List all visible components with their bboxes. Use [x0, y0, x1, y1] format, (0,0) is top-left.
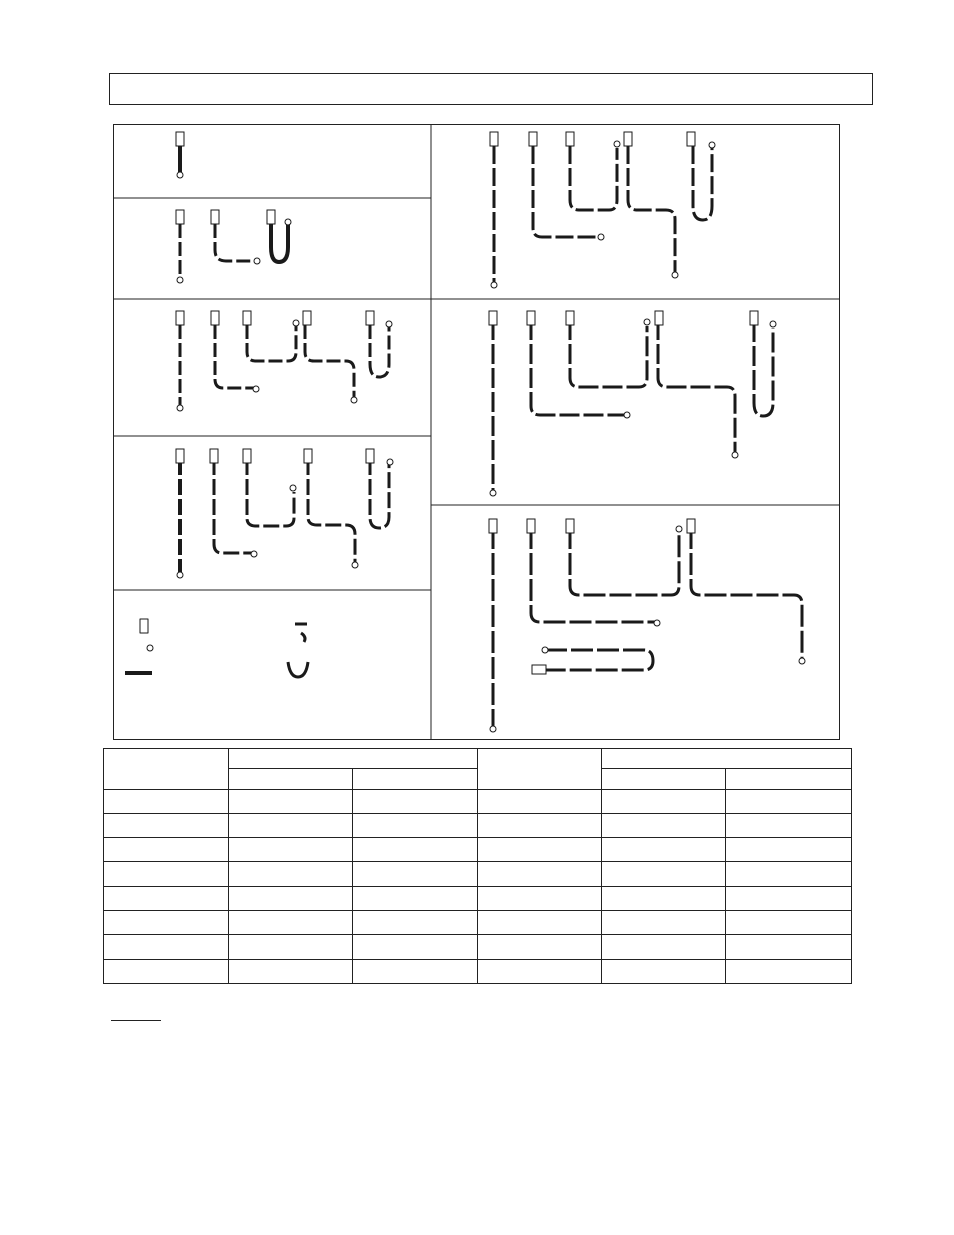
terminal-end-icon	[251, 551, 257, 557]
table-cell	[104, 813, 229, 837]
terminal-block-icon	[566, 132, 574, 146]
terminal-end-icon	[285, 219, 291, 225]
table-header-cell	[229, 749, 478, 769]
terminal-block-icon	[210, 449, 218, 463]
terminal-end-icon	[177, 405, 183, 411]
terminal-end-icon	[290, 485, 296, 491]
terminal-end-icon	[177, 572, 183, 578]
table-header-cell	[726, 769, 852, 789]
table-cell	[726, 838, 852, 862]
terminal-end-icon	[293, 320, 299, 326]
terminal-end-icon	[732, 452, 738, 458]
table-cell	[104, 838, 229, 862]
table-cell	[478, 813, 602, 837]
terminal-block-icon	[243, 449, 251, 463]
terminal-block-icon	[366, 449, 374, 463]
terminal-block-icon	[490, 132, 498, 146]
table-cell	[229, 935, 353, 959]
terminal-block-icon	[529, 132, 537, 146]
terminal-end-icon	[676, 526, 682, 532]
table-cell	[353, 838, 478, 862]
table-cell	[104, 789, 229, 813]
terminal-block-icon	[489, 311, 497, 325]
table-row	[104, 910, 852, 934]
table-cell	[229, 789, 353, 813]
terminal-block-icon	[176, 449, 184, 463]
data-table	[103, 748, 852, 984]
table-cell	[229, 910, 353, 934]
header-bar	[109, 73, 873, 105]
panel-legend	[125, 619, 308, 677]
table-cell	[602, 910, 726, 934]
panel-right-middle	[493, 320, 773, 490]
terminal-end-icon	[542, 647, 548, 653]
terminal-block-icon	[243, 311, 251, 325]
panel-right-top	[494, 146, 712, 282]
terminal-block-icon	[176, 311, 184, 325]
terminal-block-icon	[532, 665, 546, 674]
terminal-block-icon	[566, 311, 574, 325]
terminal-block-icon	[624, 132, 632, 146]
table-cell	[353, 959, 478, 983]
table-cell	[602, 862, 726, 886]
table-cell	[602, 838, 726, 862]
terminal-end-icon	[253, 386, 259, 392]
table-header-cell	[602, 769, 726, 789]
panel-right-bottom	[493, 527, 802, 726]
terminal-end-icon	[147, 645, 153, 651]
table-cell	[353, 910, 478, 934]
panel-5-elements-a	[180, 325, 389, 406]
table-cell	[478, 838, 602, 862]
terminal-end-icon	[709, 142, 715, 148]
table-cell	[478, 959, 602, 983]
terminal-end-icon	[490, 490, 496, 496]
table-cell	[726, 886, 852, 910]
table-cell	[478, 862, 602, 886]
table-row	[104, 789, 852, 813]
notes-label	[111, 1006, 161, 1021]
terminal-block-icon	[687, 519, 695, 533]
terminal-end-icon	[177, 277, 183, 283]
terminal-end-icon	[351, 397, 357, 403]
table-row	[104, 959, 852, 983]
table-cell	[229, 862, 353, 886]
panel-5-elements-b	[180, 459, 389, 572]
terminals	[176, 132, 805, 732]
table-cell	[229, 838, 353, 862]
table-cell	[726, 910, 852, 934]
terminal-block-icon	[687, 132, 695, 146]
table-cell	[104, 886, 229, 910]
terminal-block-icon	[140, 619, 148, 633]
terminal-end-icon	[614, 141, 620, 147]
terminal-block-icon	[211, 311, 219, 325]
terminal-block-icon	[304, 449, 312, 463]
table-header-cell	[353, 769, 478, 789]
terminal-block-icon	[366, 311, 374, 325]
table-cell	[104, 959, 229, 983]
terminal-end-icon	[491, 282, 497, 288]
terminal-block-icon	[750, 311, 758, 325]
terminal-end-icon	[654, 620, 660, 626]
table-cell	[726, 813, 852, 837]
terminal-block-icon	[176, 210, 184, 224]
table-cell	[726, 959, 852, 983]
terminal-block-icon	[655, 311, 663, 325]
table-header-cell	[478, 749, 602, 790]
terminal-end-icon	[386, 321, 392, 327]
table-cell	[478, 886, 602, 910]
terminal-block-icon	[566, 519, 574, 533]
terminal-end-icon	[624, 412, 630, 418]
table-cell	[353, 886, 478, 910]
table-header-cell	[229, 769, 353, 789]
u-bend-icon	[288, 662, 308, 677]
table-header-row	[104, 749, 852, 769]
table-row	[104, 813, 852, 837]
panel-grid	[113, 124, 840, 740]
table-cell	[726, 862, 852, 886]
bend-icon	[301, 633, 305, 642]
panel-3-elements	[180, 224, 288, 277]
table-cell	[602, 813, 726, 837]
table-row	[104, 886, 852, 910]
table-cell	[478, 910, 602, 934]
wiring-diagram	[113, 124, 840, 740]
table-cell	[602, 959, 726, 983]
table-cell	[104, 862, 229, 886]
table-cell	[353, 862, 478, 886]
table-cell	[726, 935, 852, 959]
terminal-end-icon	[352, 562, 358, 568]
terminal-block-icon	[303, 311, 311, 325]
terminal-end-icon	[644, 319, 650, 325]
table-cell	[602, 886, 726, 910]
table-cell	[602, 935, 726, 959]
table-header-cell	[602, 749, 852, 769]
table-cell	[104, 935, 229, 959]
table-cell	[229, 886, 353, 910]
terminal-end-icon	[672, 272, 678, 278]
terminal-block-icon	[176, 132, 184, 146]
table-cell	[353, 935, 478, 959]
terminal-end-icon	[254, 258, 260, 264]
table-cell	[229, 813, 353, 837]
table-cell	[478, 789, 602, 813]
terminal-block-icon	[527, 519, 535, 533]
terminal-block-icon	[267, 210, 275, 224]
wiring-diagram-svg	[113, 124, 840, 740]
table-row	[104, 838, 852, 862]
table-cell	[353, 789, 478, 813]
terminal-end-icon	[770, 321, 776, 327]
terminal-block-icon	[489, 519, 497, 533]
terminal-end-icon	[490, 726, 496, 732]
table-header-cell	[104, 749, 229, 790]
terminal-block-icon	[211, 210, 219, 224]
terminal-block-icon	[527, 311, 535, 325]
table-row	[104, 862, 852, 886]
terminal-end-icon	[598, 234, 604, 240]
terminal-end-icon	[177, 172, 183, 178]
table-cell	[726, 789, 852, 813]
terminal-end-icon	[799, 658, 805, 664]
table-cell	[229, 959, 353, 983]
table-cell	[602, 789, 726, 813]
terminal-end-icon	[387, 459, 393, 465]
table-cell	[478, 935, 602, 959]
table-cell	[353, 813, 478, 837]
table-row	[104, 935, 852, 959]
table-cell	[104, 910, 229, 934]
